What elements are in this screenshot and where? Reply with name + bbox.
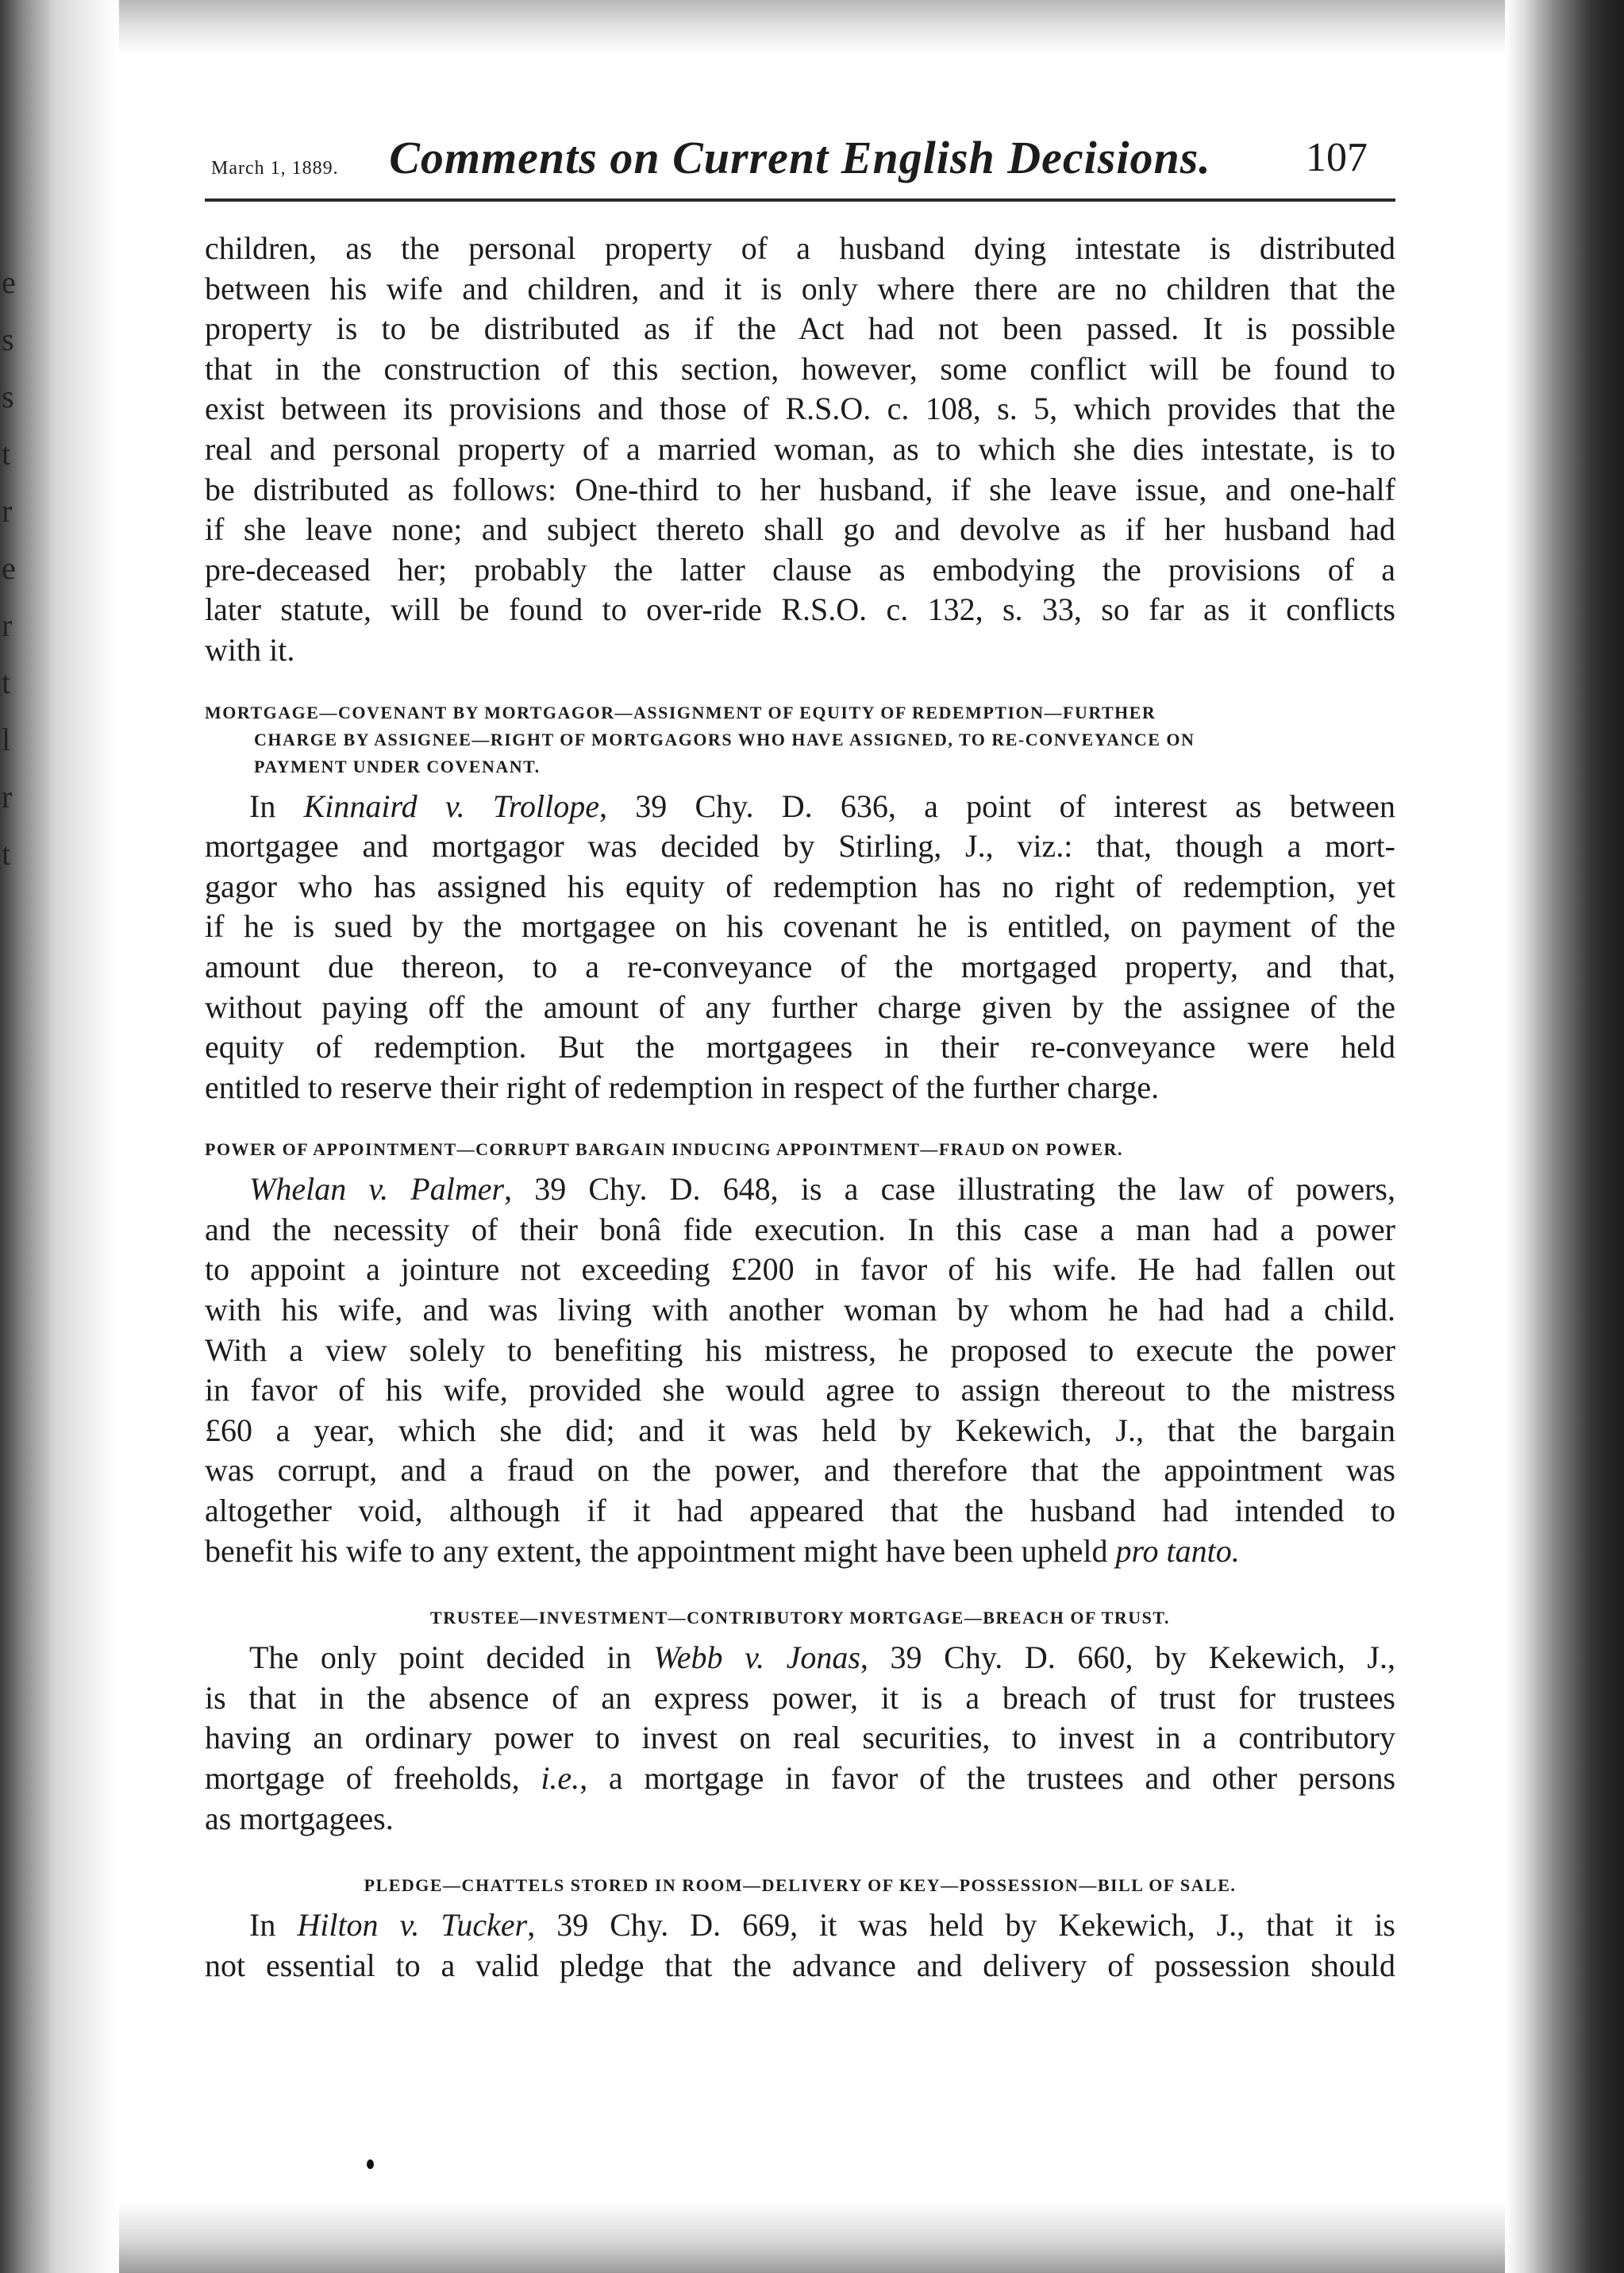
- mortgage-paragraph: [205, 787, 1395, 1108]
- text-line: In Hilton v. Tucker, 39 Chy. D. 669, it was held by Kekewich, J., that it is: [249, 1907, 1395, 1944]
- text-line: and the necessity of their bonâ fide execution. In this case a man had a power: [205, 1211, 1395, 1247]
- text-line: benefit his wife to any extent, the appointment might have been upheld pro tanto.: [205, 1532, 1240, 1569]
- header-rule: [205, 198, 1395, 202]
- text-line: not essential to a valid pledge that the advance and delivery of possession should: [205, 1947, 1395, 1983]
- scan-right-edge: [1505, 0, 1624, 2273]
- section-heading-pledge: PLEDGE—CHATTELS STORED IN ROOM—DELIVERY OF KEY—POSSESSION—BILL OF SALE.: [364, 1875, 1237, 1896]
- text-line: with it.: [205, 631, 295, 668]
- page-number: 107: [1306, 135, 1368, 180]
- heading-line: PAYMENT UNDER COVENANT.: [254, 756, 541, 776]
- header-title: Comments on Current English Decisions.: [389, 132, 1211, 183]
- section-heading-power-of-appointment: POWER OF APPOINTMENT—CORRUPT BARGAIN INDUCING APPOINTMENT—FRAUD ON POWER.: [205, 1139, 1123, 1160]
- text-line: £60 a year, which she did; and it was held by Kekewich, J., that the bargain: [205, 1412, 1395, 1448]
- text-line: amount due thereon, to a re-conveyance of the mortgaged property, and that,: [205, 948, 1395, 984]
- trustee-paragraph: [205, 1638, 1395, 1839]
- case-name-webb: Webb v. Jonas: [653, 1639, 860, 1676]
- text-line: to appoint a jointure not exceeding £200 in favor of his wife. He had fallen out: [205, 1251, 1395, 1288]
- text-line: having an ordinary power to invest on real securities, to invest in a contributory: [205, 1720, 1395, 1756]
- text-line: that in the construction of this section, however, some conflict will be found to: [205, 350, 1395, 387]
- text-line: as mortgagees.: [205, 1800, 394, 1836]
- text-line: in favor of his wife, provided she would agree to assign thereout to the mistress: [205, 1372, 1395, 1408]
- text-line: was corrupt, and a fraud on the power, and therefore that the appointment was: [205, 1452, 1395, 1489]
- text-line: gagor who has assigned his equity of redemption has no right of redemption, yet: [205, 868, 1395, 904]
- heading-line: CHARGE BY ASSIGNEE—RIGHT OF MORTGAGORS WHO HAVE ASSIGNED, TO RE-CONVEYANCE ON: [254, 729, 1195, 749]
- case-name-kinnaird: Kinnaird v. Trollope: [303, 788, 599, 824]
- text-line: altogether void, although if it had appeared that the husband had intended to: [205, 1493, 1395, 1529]
- pledge-paragraph: [205, 1905, 1395, 1986]
- text-line: exist between its provisions and those of R.S.O. c. 108, s. 5, which provides that the: [205, 391, 1395, 427]
- case-name-hilton: Hilton v. Tucker: [297, 1907, 528, 1944]
- power-paragraph: [205, 1169, 1395, 1571]
- heading-line: MORTGAGE—COVENANT BY MORTGAGOR—ASSIGNMENT OF EQUITY OF REDEMPTION—FURTHER: [205, 702, 1156, 722]
- running-head: [205, 123, 1395, 198]
- text-line: with his wife, and was living with another woman by whom he had had a child.: [205, 1292, 1395, 1328]
- text-line: With a view solely to benefiting his mistress, he proposed to execute the power: [205, 1331, 1395, 1368]
- text-line: later statute, will be found to over-ride R.S.O. c. 132, s. 33, so far as it conflicts: [205, 591, 1395, 628]
- text-line: mortgagee and mortgagor was decided by Stirling, J., viz.: that, though a mort-: [205, 828, 1395, 865]
- text-line: pre-deceased her; probably the latter clause as embodying the provisions of a: [205, 551, 1395, 588]
- text-line: mortgage of freeholds, i.e., a mortgage in favor of the trustees and other persons: [205, 1760, 1396, 1796]
- text-line: if he is sued by the mortgagee on his covenant he is entitled, on payment of the: [205, 908, 1395, 945]
- scan-top-edge: [0, 0, 1624, 56]
- text-line: if she leave none; and subject thereto shall go and devolve as if her husband had: [205, 511, 1395, 548]
- text-line: The only point decided in Webb v. Jonas, 39 Chy. D. 660, by Kekewich, J.,: [249, 1639, 1395, 1676]
- text-line: be distributed as follows: One-third to her husband, if she leave issue, and one-half: [205, 471, 1395, 507]
- ink-dot: [367, 2159, 374, 2169]
- text-line: property is to be distributed as if the Act had not been passed. It is possible: [205, 310, 1395, 347]
- header-date: March 1, 1889.: [211, 158, 339, 179]
- text-line: In Kinnaird v. Trollope, 39 Chy. D. 636, a point of interest as between: [249, 788, 1396, 824]
- text-line: children, as the personal property of a husband dying intestate is distributed: [205, 230, 1395, 266]
- scan-bottom-edge: [0, 2202, 1624, 2273]
- text-line: entitled to reserve their right of redemption in respect of the further charge.: [205, 1069, 1160, 1105]
- case-name-whelan: Whelan v. Palmer: [249, 1171, 505, 1208]
- bleed-through-margin-letters: e s s t r e r t l r t: [2, 264, 16, 872]
- section-heading-trustee: TRUSTEE—INVESTMENT—CONTRIBUTORY MORTGAGE—BREACH OF TRUST.: [430, 1608, 1170, 1628]
- page-body: [205, 123, 1395, 1986]
- text-line: is that in the absence of an express power, it is a breach of trust for trustees: [205, 1679, 1395, 1716]
- text-line: between his wife and children, and it is only where there are no children that the: [205, 270, 1395, 306]
- intro-paragraph: [205, 229, 1395, 671]
- section-heading-mortgage: [205, 699, 1395, 780]
- text-line: equity of redemption. But the mortgagees in their re-conveyance were held: [205, 1029, 1395, 1065]
- text-line: real and personal property of a married woman, as to which she dies intestate, is to: [205, 430, 1395, 467]
- text-line: without paying off the amount of any further charge given by the assignee of the: [205, 988, 1395, 1025]
- text-line: Whelan v. Palmer, 39 Chy. D. 648, is a case illustrating the law of powers,: [249, 1171, 1395, 1208]
